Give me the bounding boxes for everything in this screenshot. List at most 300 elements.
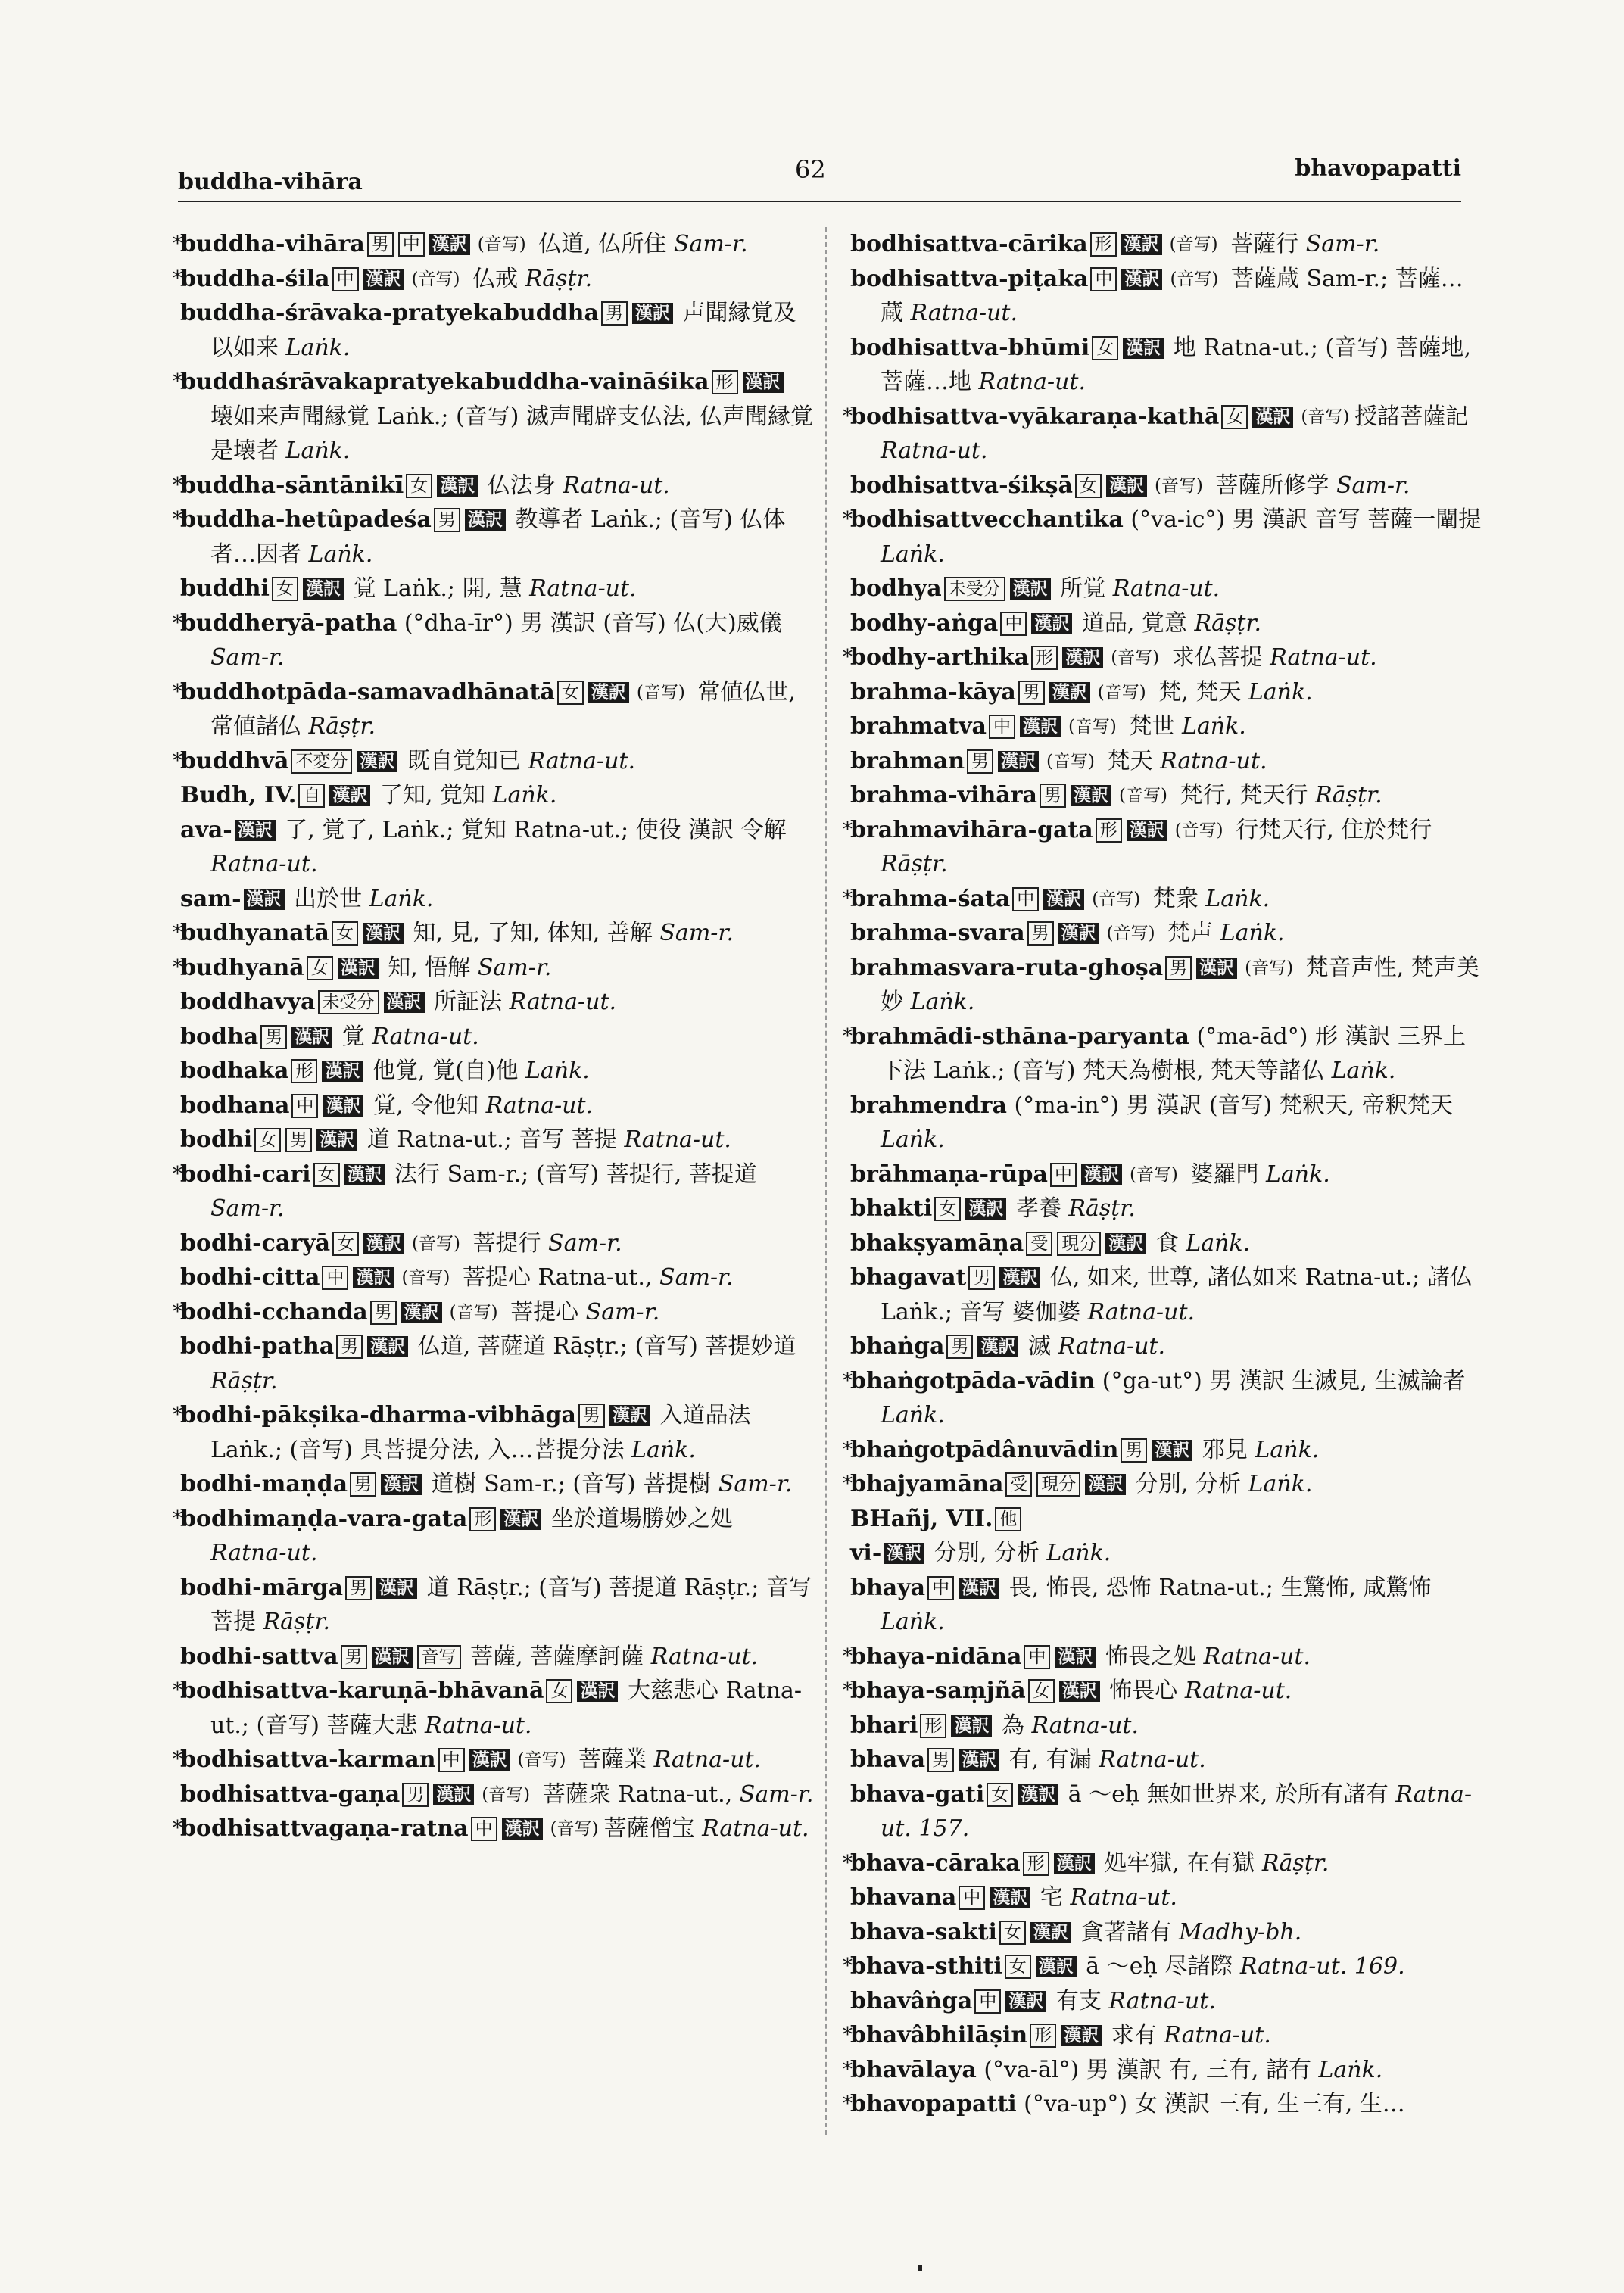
grammar-tag: (音写) [517,1750,566,1770]
grammar-tag: 漢訳 [372,1647,413,1668]
grammar-tag: 漢訳 [465,509,506,531]
entry-gloss: 梵, 梵天 [1151,678,1248,706]
entry-headword: buddhaśrāvakapratyekabuddha-vaināśika [180,369,709,395]
entry-headword: bodhisattva-gaṇa [180,1781,401,1808]
entry-headword: bodha [180,1023,259,1050]
entry-gloss: (°va-āl°) 男 漢訳 有, 三有, 諸有 [976,2056,1319,2083]
grammar-tag: 漢訳 [291,1027,332,1048]
entry-gloss: 行梵天行, 住於梵行 [1228,816,1432,843]
entry-headword: bhava [850,1746,926,1773]
grammar-tag: (音写) [411,269,460,289]
entry-headword: buddhotpāda-samavadhānatā [180,678,555,706]
grammar-tag: 漢訳 [951,1715,992,1737]
dictionary-entry [844,1777,1484,1846]
entry-headword: brahma-śata [850,885,1011,912]
grammar-tag: 形 [712,370,738,394]
dictionary-entry [174,365,814,469]
grammar-tag: 女 [987,1783,1013,1807]
dictionary-entry [174,1502,814,1571]
grammar-tag: 男 [578,1404,605,1428]
entry-headword: brahma-kāya [850,678,1016,706]
source-citation: Laṅk. [1205,885,1270,912]
dictionary-entry [174,572,814,606]
grammar-tag: 漢訳 [1020,716,1061,737]
grammar-tag: 漢訳 [743,372,784,393]
entry-gloss: 所覚 [1052,575,1113,602]
grammar-tag: 受 [1005,1472,1032,1497]
source-citation: Madhy-bh. [1179,1918,1302,1946]
grammar-tag: 漢訳 [1106,475,1147,497]
dictionary-entry [844,262,1484,331]
entry-headword: bodhisattva-śikṣā [850,472,1073,499]
dictionary-entry [844,2087,1484,2122]
entry-gloss: 菩薩衆 Ratna-ut., [535,1781,740,1808]
grammar-tag: 漢訳 [429,234,470,255]
dictionary-entry [174,1157,814,1226]
entry-headword: bhaṅgotpāda-vādin [850,1367,1096,1394]
entry-headword: bhakṣyamāṇa [850,1229,1024,1257]
source-citation: Rāṣṭr. [1315,782,1382,808]
source-citation: Laṅk. [881,541,945,568]
grammar-tag: 男 [370,1301,397,1325]
source-citation: Ratna-ut. [702,1815,809,1842]
entry-headword: bhari [850,1712,918,1739]
dictionary-entry [844,813,1484,882]
entry-headword: bhava-cāraka [850,1849,1021,1877]
source-citation: Ratna-ut. [881,438,988,464]
entry-headword: buddheryā-patha [180,609,397,637]
source-citation: Rāṣṭr. [1068,1195,1136,1222]
source-citation: Ratna-ut. [563,472,670,499]
grammar-tag: 男 [260,1025,287,1049]
entry-headword: brahmavihāra-gata [850,816,1093,843]
grammar-tag: 中 [1000,612,1027,636]
dictionary-entry [174,1054,814,1089]
entry-headword: bodhi-caryā [180,1229,331,1257]
grammar-tag: 女 [999,1921,1026,1945]
dictionary-entry [844,882,1484,917]
grammar-tag: 漢訳 [1005,1991,1046,2012]
source-citation: Laṅk. [881,1126,945,1153]
grammar-tag: (音写) [1046,751,1095,771]
entry-headword: Budh, IV. [180,782,297,808]
entry-headword: brahmatva [850,713,987,740]
grammar-tag: 男 [967,749,993,774]
dictionary-entry [844,1846,1484,1881]
dictionary-entry [844,469,1484,503]
entry-gloss: (°va-up°) 女 漢訳 三有, 生三有, 生… [1016,2091,1405,2117]
source-citation: Sam-r. [585,1298,660,1326]
dictionary-entry [844,778,1484,813]
grammar-tag: 漢訳 [500,1509,541,1530]
dictionary-entry [174,1777,814,1812]
source-citation: Ratna-ut. [372,1023,479,1050]
source-citation: Sam-r. [673,231,748,257]
entry-headword: bodhi-mārga [180,1574,344,1601]
grammar-tag: 漢訳 [376,1578,417,1599]
grammar-tag: 漢訳 [977,1336,1018,1357]
entry-gloss: 梵音声性, 梵声美妙 [881,954,1479,1015]
entry-headword: bodhisattva-cārika [850,231,1088,257]
dictionary-entry [844,640,1484,675]
entry-headword: bodhimaṇḍa-vara-gata [180,1505,468,1532]
dictionary-entry [844,2018,1484,2053]
grammar-tag: 中 [332,267,359,291]
entry-gloss: 道 Rāṣṭr.; (音写) 菩提道 Rāṣṭr.; 音写 菩提 [210,1574,812,1635]
entry-gloss: 菩薩行 [1223,231,1306,257]
dictionary-entry [174,882,814,917]
entry-headword: bodhisattva-piṭaka [850,265,1089,292]
entry-headword: buddhvā [180,747,289,774]
grammar-tag: 女 [1028,1679,1055,1703]
source-citation: Rāṣṭr. [308,713,376,740]
grammar-tag: 女 [313,1163,340,1187]
grammar-tag: 漢訳 [1123,338,1164,359]
grammar-tag: 女 [557,681,584,705]
grammar-tag: 漢訳 [363,923,404,944]
grammar-tag: 女 [546,1679,572,1703]
dictionary-entry [844,1192,1484,1226]
entry-gloss: 他覚, 覚(自)他 [365,1058,525,1084]
entry-gloss: 菩提心 Ratna-ut., [455,1264,660,1291]
grammar-tag: 漢訳 [959,1578,999,1599]
dictionary-entry [844,1536,1484,1571]
grammar-tag: 形 [1023,1852,1049,1876]
grammar-tag: 女 [332,921,358,946]
entry-headword: vi- [850,1540,882,1566]
entry-gloss: 畏, 怖畏, 恐怖 Ratna-ut.; 生驚怖, 咸驚怖 [1002,1574,1432,1601]
dictionary-entry [844,1880,1484,1915]
grammar-tag: 形 [920,1714,946,1738]
grammar-tag: 漢訳 [609,1405,650,1426]
grammar-tag: 中 [927,1576,954,1600]
source-citation: Sam-r. [659,920,734,946]
entry-gloss: 了, 覚了, Laṅk.; 覚知 Ratna-ut.; 使役 漢訳 令解 [277,816,787,843]
entry-gloss: (°ma-ād°) 形 漢訳 三界上下法 Laṅk.; (音写) 梵天為樹根, 梵天等諸仏 [881,1023,1467,1084]
grammar-tag: 漢訳 [363,269,404,290]
source-citation: Laṅk. [1255,1436,1320,1463]
grammar-tag: 女 [307,956,333,980]
grammar-tag: 漢訳 [1018,1784,1058,1805]
entry-gloss: 処牢獄, 在有獄 [1096,1849,1262,1877]
dictionary-entry [174,1674,814,1743]
entry-gloss: (°ga-ut°) 男 漢訳 生滅見, 生滅論者 [1095,1367,1466,1394]
entry-headword: brahman [850,747,965,774]
entry-gloss: (°va-ic°) 男 漢訳 音写 菩薩一闡提 [1123,506,1482,533]
entry-gloss: 覚, 令他知 [366,1092,486,1119]
source-citation: Laṅk. [1186,1229,1251,1257]
grammar-tag: 漢訳 [323,1095,363,1117]
right-column [844,227,1484,2122]
source-citation: Laṅk. [285,438,351,464]
entry-headword: budhyanatā [180,920,329,946]
entry-gloss: 常値仏世, 常値諸仏 [210,678,796,740]
entry-headword: bodhi-cari [180,1161,311,1188]
dictionary-entry [174,1640,814,1675]
entry-gloss: 道 Ratna-ut.; 音写 菩提 [360,1126,625,1153]
dictionary-entry [844,503,1484,572]
column-divider [825,227,827,2135]
source-citation: Rāṣṭr. [1194,609,1261,637]
grammar-tag: (音写) [636,682,685,703]
dictionary-entry [174,985,814,1020]
grammar-tag: 形 [1030,2024,1056,2048]
grammar-tag: 漢訳 [1252,407,1293,428]
source-citation: Ratna-ut. [529,575,637,602]
entry-gloss: 為 [994,1712,1032,1739]
entry-gloss: 了知, 覚知 [372,782,493,808]
grammar-tag: (音写) [1170,269,1219,289]
entry-headword: bodhi-cchanda [180,1298,368,1326]
entry-headword: brahma-svara [850,920,1025,946]
source-citation: Ratna-ut. [1108,1987,1216,2014]
entry-gloss: 坐於道場勝妙之処 [544,1505,733,1532]
grammar-tag: (音写) [401,1268,450,1288]
entry-headword: bodhisattvecchantika [850,506,1124,533]
grammar-tag: 漢訳 [1085,1474,1126,1495]
source-citation: Ratna-ut. [425,1712,532,1739]
grammar-tag: 漢訳 [316,1129,357,1151]
grammar-tag: 中 [398,232,425,257]
source-citation: Ratna-ut. [1058,1333,1166,1360]
source-citation: Laṅk. [1046,1540,1111,1566]
entry-gloss: 法行 Sam-r.; (音写) 菩提行, 菩提道 [387,1161,757,1188]
source-citation: Ratna-ut. [1164,2022,1271,2048]
grammar-tag: 形 [469,1507,496,1531]
dictionary-entry [174,227,814,262]
entry-headword: bodhisattvagaṇa-ratna [180,1815,469,1842]
grammar-tag: 男 [345,1576,372,1600]
entry-gloss: 怖畏之処 [1098,1643,1204,1670]
grammar-tag: 男 [1040,784,1066,808]
entry-gloss: 婆羅門 [1183,1161,1266,1188]
entry-headword: bodhana [180,1092,290,1119]
entry-headword: bodhisattva-bhūmi [850,334,1090,361]
entry-headword: bodhi-sattva [180,1643,338,1670]
entry-gloss: 菩薩僧宝 [603,1815,703,1842]
grammar-tag: 男 [1121,1438,1147,1463]
entry-headword: bodhisattva-karman [180,1746,436,1773]
grammar-tag: 漢訳 [1152,1440,1192,1461]
source-citation: Laṅk. [1181,713,1246,740]
grammar-tag: 漢訳 [1036,1956,1077,1977]
dictionary-entry [844,1984,1484,2019]
entry-gloss: 孝養 [1008,1195,1069,1222]
grammar-tag: 男 [350,1472,376,1497]
entry-gloss: 所証法 [426,989,510,1015]
page-number: 62 [795,155,826,184]
entry-gloss: 声聞縁覚及以如来 [210,300,796,361]
source-citation: Ratna-ut. [1031,1712,1139,1739]
grammar-tag: (音写) [1154,475,1203,496]
entry-gloss: 覚 Laṅk.; 開, 慧 [345,575,530,602]
dictionary-entry [844,1433,1484,1468]
dictionary-entry [174,1329,814,1398]
dictionary-entry [844,1329,1484,1364]
grammar-tag: 音写 [417,1645,461,1669]
source-citation: Laṅk. [1248,678,1313,706]
entry-headword: bhavopapatti [850,2091,1017,2117]
grammar-tag: 漢訳 [965,1198,1006,1220]
entry-headword: bhaya-saṃjñā [850,1678,1026,1704]
grammar-tag: 男 [601,301,628,326]
grammar-tag: 漢訳 [381,1474,422,1495]
grammar-tag: 中 [1090,267,1117,291]
source-citation: Ratna-ut. [528,747,635,774]
source-citation: Ratna-ut. [1203,1643,1311,1670]
source-citation: Ratna-ut. [1099,1746,1206,1773]
grammar-tag: 漢訳 [338,958,379,979]
grammar-tag: 中 [959,1886,985,1910]
grammar-tag: 中 [1050,1163,1077,1187]
entry-gloss: 有支 [1049,1987,1109,2014]
grammar-tag: 男 [402,1783,429,1807]
entry-gloss: 滅 [1021,1333,1058,1360]
grammar-tag: (音写) [1111,648,1160,668]
grammar-tag: 漢訳 [1059,1681,1100,1702]
grammar-tag: 漢訳 [329,785,370,806]
dictionary-entry [844,331,1484,400]
dictionary-entry [174,606,814,675]
entry-gloss: 梵行, 梵天行 [1172,782,1316,808]
entry-headword: bhavâbhilāṣin [850,2022,1028,2048]
dictionary-entry [174,296,814,365]
entry-gloss: 知, 悟解 [380,954,478,981]
entry-gloss: 菩提行 [465,1229,549,1257]
entry-gloss: 梵衆 [1146,885,1206,912]
source-citation: Ratna-ut. [1184,1678,1292,1704]
grammar-tag: 男 [336,1335,363,1359]
entry-headword: bodhi-pākṣika-dharma-vibhāga [180,1402,576,1428]
grammar-tag: (音写) [412,1233,460,1254]
grammar-tag: (音写) [477,235,526,254]
grammar-tag: 漢訳 [344,1164,385,1185]
grammar-tag: 男 [968,1266,995,1290]
grammar-tag: 漢訳 [367,1336,408,1357]
entry-headword: bhava-sthiti [850,1953,1002,1980]
entry-gloss: 入道品法 Laṅk.; (音写) 具菩提分法, 入…菩提分法 [210,1402,751,1463]
grammar-tag: 男 [285,1128,312,1152]
entry-headword: boddhavya [180,989,316,1015]
source-citation: Ratna-ut. [210,851,318,877]
dictionary-entry [174,1295,814,1330]
source-citation: Ratna-ut. [1270,644,1377,671]
grammar-tag: 男 [434,508,460,532]
entry-headword: bodhy-arthika [850,644,1030,671]
entry-headword: sam- [180,885,242,912]
source-citation: Sam-r. [1336,472,1410,499]
entry-headword: bhavana [850,1884,957,1911]
dictionary-entry [844,1915,1484,1950]
entry-gloss: 菩薩, 菩薩摩訶薩 [463,1643,651,1670]
page-mark [918,2265,922,2271]
entry-headword: bhavâṅga [850,1987,973,2014]
source-citation: Ratna-ut. [978,369,1086,395]
grammar-tag: 女 [332,1232,359,1256]
grammar-tag: 漢訳 [1010,578,1051,600]
dictionary-entry [844,1157,1484,1192]
grammar-tag: 漢訳 [1058,923,1099,944]
dictionary-entry [844,606,1484,641]
dictionary-entry [174,675,814,744]
grammar-tag: 自 [298,784,325,808]
grammar-tag: 漢訳 [999,1267,1040,1288]
dictionary-entry [174,262,814,297]
dictionary-entry [844,1364,1484,1433]
grammar-tag: (音写) [1301,407,1350,427]
dictionary-entry [174,1398,814,1467]
dictionary-entry [844,572,1484,606]
entry-headword: bodhya [850,575,942,602]
entry-gloss: 梵天 [1099,747,1161,774]
grammar-tag: 漢訳 [469,1749,510,1771]
grammar-tag: 形 [1090,232,1117,257]
grammar-tag: 漢訳 [363,1233,404,1254]
dictionary-entry [844,1260,1484,1329]
entry-headword: buddha-śrāvaka-pratyekabuddha [180,300,599,326]
grammar-tag: 未受分 [944,577,1005,601]
entry-gloss: 仏戒 [465,265,525,292]
dictionary-entry [844,709,1484,744]
entry-gloss: 梵声 [1160,920,1220,946]
entry-gloss: 壊如来声聞縁覚 Laṅk.; (音写) 滅声聞辟支仏法, 仏声聞縁覚是壊者 [210,403,814,464]
grammar-tag: 女 [1221,405,1248,429]
source-citation: Ratna-ut. [1087,1298,1195,1326]
grammar-tag: (音写) [482,1784,531,1805]
grammar-tag: (音写) [1169,235,1218,254]
grammar-tag: 漢訳 [1055,1647,1096,1668]
entry-headword: bhavālaya [850,2056,977,2083]
dictionary-entry [844,1709,1484,1743]
entry-headword: bodhisattva-vyākaraṇa-kathā [850,403,1220,430]
dictionary-entry [844,1226,1484,1261]
source-citation: Ratna-ut. [485,1092,594,1119]
entry-headword: budhyanā [180,954,304,981]
grammar-tag: 漢訳 [998,751,1039,772]
entry-gloss: 邪見 [1195,1436,1255,1463]
entry-headword: bhaṅga [850,1333,945,1360]
dictionary-entry [844,1502,1484,1537]
entry-gloss: 大慈悲心 Ratna-ut.; (音写) 菩薩大悲 [210,1678,803,1739]
source-citation: Ratna-ut. [653,1746,762,1773]
entry-gloss: 怖畏心 [1102,1678,1185,1704]
grammar-tag: 男 [367,232,394,257]
dictionary-entry [174,778,814,813]
grammar-tag: 漢訳 [437,475,478,497]
dictionary-entry [174,1020,814,1055]
entry-gloss: 貪著諸有 [1073,1918,1179,1946]
entry-gloss: 教導者 Laṅk.; (音写) 仏体者…因者 [210,506,786,568]
grammar-tag: 女 [406,474,432,498]
grammar-tag: 女 [272,577,298,601]
source-citation: Laṅk. [492,782,557,808]
source-citation: Laṅk. [285,334,351,361]
entry-headword: bhajyamāna [850,1471,1004,1497]
entry-headword: ava- [180,816,232,843]
entry-gloss: 地 Ratna-ut.; (音写) 菩薩地, 菩薩…地 [881,334,1471,395]
running-head-right: bhavopapatti [1295,155,1461,182]
grammar-tag: 女 [1005,1955,1031,1979]
source-citation: Rāṣṭr. [1261,1849,1329,1877]
grammar-tag: 漢訳 [577,1681,618,1702]
entry-headword: buddha-sāntānikī [180,472,404,499]
grammar-tag: 漢訳 [588,682,629,703]
grammar-tag: 漢訳 [1054,1853,1095,1874]
dictionary-entry [174,916,814,951]
grammar-tag: 漢訳 [1043,889,1084,910]
grammar-tag: 女 [934,1197,961,1221]
grammar-tag: 漢訳 [1061,2025,1102,2046]
